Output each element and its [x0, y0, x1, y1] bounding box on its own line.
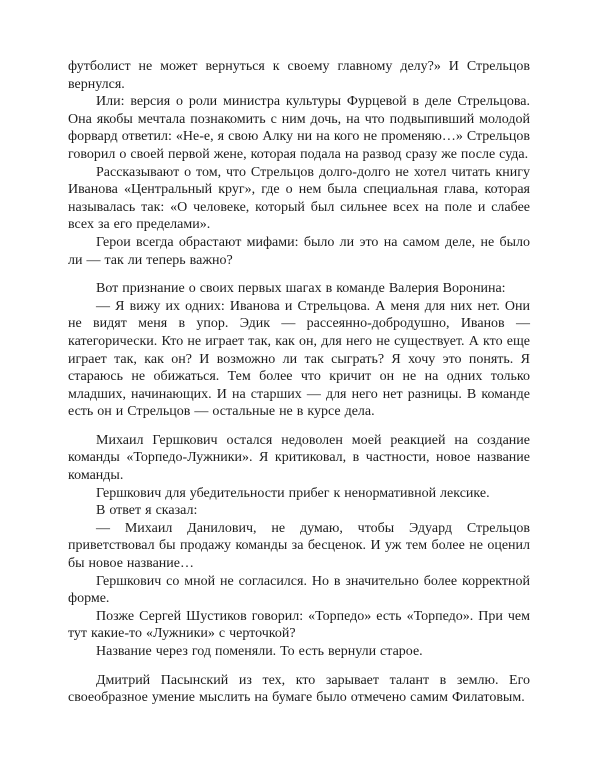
paragraph: — Михаил Данилович, не думаю, чтобы Эдуард Стрельцов приветствовал бы продажу команды за бесценок. И уж тем более не оценил бы новое название… [68, 520, 530, 572]
paragraph: — Я вижу их одних: Иванова и Стрельцова. А меня для них нет. Они не видят меня в упор. Эдик — рассеянно-добродушно, Иванов — категорически. Кто не играет так, как он, для него не существует. А кто еще играет так, как он? И возможно ли так сыграть? Я хочу это понять. Я стараюсь не обижаться. Тем более что кричит он не на одних только младших, начинающих. И на старших — для него нет разницы. В команде есть он и Стрельцов — остальные не в курсе дела. [68, 298, 530, 420]
paragraph: Гершкович для убедительности прибег к ненормативной лексике. [96, 485, 490, 501]
paragraph: Дмитрий Пасынский из тех, кто зарывает талант в землю. Его своеобразное умение мыслить на бумаге было отмечено самим Филатовым. [68, 672, 530, 706]
paragraph: Гершкович со мной не согласился. Но в значительно более корректной форме. [68, 573, 530, 607]
paragraph: Герои всегда обрастают мифами: было ли это на самом деле, не было ли — так ли теперь важно? [68, 234, 530, 268]
paragraph: Или: версия о роли министра культуры Фурцевой в деле Стрельцова. Она якобы мечтала познакомить с ним дочь, на что подвыпивший молодой форвард ответил: «Не-е, я свою Алку ни на кого не променяю…» Стрельцов говорил о своей первой жене, которая подала на развод сразу же после суда. [68, 94, 530, 162]
paragraph: Позже Сергей Шустиков говорил: «Торпедо» есть «Торпедо». При чем тут какие-то «Лужники» с черточкой? [68, 608, 530, 642]
paragraph: футболист не может вернуться к своему главному делу?» И Стрельцов вернулся. [68, 59, 530, 92]
paragraph: Михаил Гершкович остался недоволен моей реакцией на создание команды «Торпедо-Лужники». Я критиковал, в частности, новое название команды. [68, 432, 530, 484]
paragraph: Название через год поменяли. То есть вернули старое. [96, 644, 423, 659]
paragraph: В ответ я сказал: [96, 503, 198, 519]
paragraph: Рассказывают о том, что Стрельцов долго-долго не хотел читать книгу Иванова «Центральный круг», где о нем была специальная глава, которая называлась так: «О человеке, который был сильнее всех на поле и слабее всех за его пределами». [68, 164, 530, 233]
paragraph: Вот признание о своих первых шагах в команде Валерия Воронина: [96, 281, 506, 297]
